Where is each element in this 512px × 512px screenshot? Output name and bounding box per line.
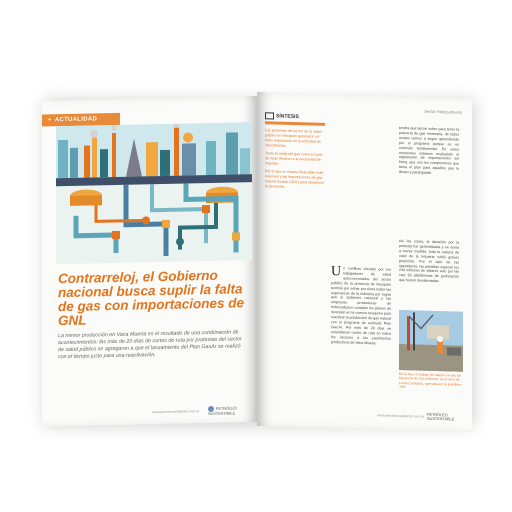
left-page <box>42 96 257 427</box>
footer-logo-text: PETRÓLEO SUSTENTABLE <box>427 412 455 422</box>
body-text: n conflicto iniciado por los trabajadores de salud autoconvocados del sector público de la provincia de Neuquén terminó por echar por tierra todas las esperanzas de la industria por lograr que el Gobierno nacional y las empresas productoras de hidrocarburos cumplan los planes de inversión en la cuenca neuquina para reactivar la producción de gas natural con el programa de estímulo Plan Gas.Ar. Por más de 20 días se extendieron cortes de ruta en todos los accesos a los yacimientos productivos de Vaca Muerta. <box>331 266 391 345</box>
section-tab-label: ACTUALIDAD <box>54 116 98 124</box>
body-text: tendrá que lanzar sobre para tener la potencia de gas necesaria, de todos modos vamos a seguir aprendiendo por el programa porque es un estímulo fundamental. En estos momentos estamos evaluando el reglamento de exportaciones sin firma, que son los compromisos que tenía el plan para aquellos que lo llenen y participarán. <box>399 125 459 176</box>
footer-url: www.petroleoyarbiente.com.ar <box>152 409 200 415</box>
running-head: Sector Hidrocarburos <box>424 108 462 115</box>
synthesis-item: Por lo que se estaría disponible más reservas y las importaciones de gas natural licuado (GNL) para abastecer la demanda. <box>265 169 325 189</box>
gas-industry-illustration <box>56 122 252 264</box>
body-column-3b <box>399 239 459 285</box>
synthesis-list <box>265 128 325 191</box>
footer-url: www.petroleoyarbiente.com.ar <box>377 413 425 419</box>
body-text: Así las cosas, la situación por la protesta fue generalizada y se sumó a menor medida, toda la cadena de valor de la industria sufrió graves perjuicios. Por el lado de las operadoras, las pérdidas superan los 230 millones de dólares solo por las casi 50 plataformas de perforación que fueron desafectadas. <box>399 238 459 284</box>
plus-icon: + <box>48 117 52 124</box>
photo-caption: En la foto, el trabajo de campo en uno de los pozos de Vaca Muerta, en el área de Loma Campana, operada por la petrolera YPF. <box>399 371 462 390</box>
synthesis-label: SÍNTESIS <box>276 113 299 120</box>
footer-logo <box>208 405 257 416</box>
article-headline: Contrarreloj, el Gobierno nacional busca suplir la falta de gas con importaciones de GNL <box>58 267 245 329</box>
body-column-2 <box>331 266 391 346</box>
synthesis-item: Tanto la caída del gas como el corte de rutas llevaron a la necesidad de importar. <box>265 151 323 166</box>
box-icon <box>265 112 274 119</box>
footer-logo <box>427 413 472 422</box>
oilfield-photo <box>399 310 463 372</box>
body-column-3a <box>399 126 459 177</box>
article-lead: La menor producción en Vaca Muerta es el resultado de una combinación de acontecimientos: las más de 20 días de cortes de ruta por protestas del sector de salud público se agregaron a que el lanzamiento del Plan GasAr se realizó con el tiempo justo para una reactivación. <box>58 329 242 361</box>
right-page <box>257 92 472 432</box>
synthesis-item: Las protestas del sector de la salud público en Neuquén generaron un freno impensado en la actividad de Vaca Muerta. <box>265 128 322 148</box>
dropcap: U <box>331 264 342 280</box>
synthesis-bar <box>265 121 325 126</box>
footer-logo-text: PETRÓLEO SUSTENTABLE <box>208 406 237 417</box>
